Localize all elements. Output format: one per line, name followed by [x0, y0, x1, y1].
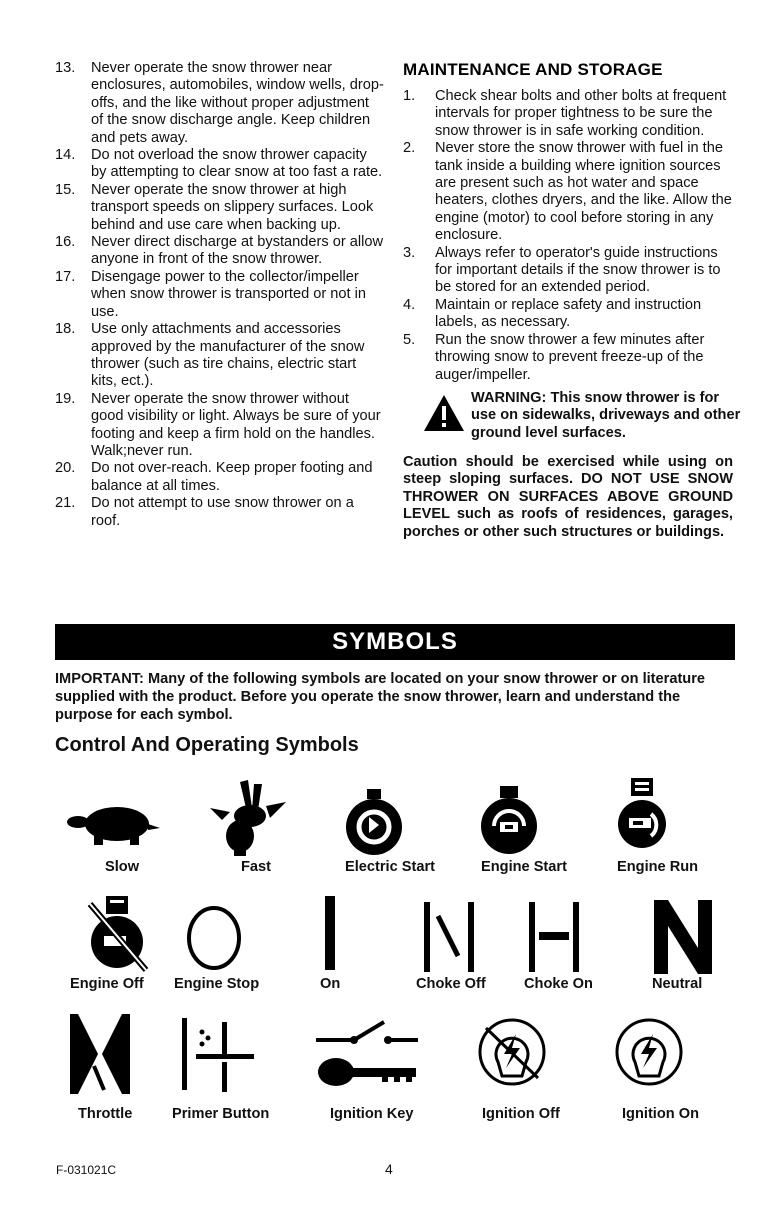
maintenance-item — [403, 332, 733, 384]
safety-item — [55, 147, 385, 182]
symbol-label-fast: Fast — [241, 859, 272, 875]
item-text: Never operate the snow thrower near enclosures, automobiles, window wells, drop-offs, and the like without proper adjustment of the snow discharge angle. Keep children and pets away. — [91, 60, 384, 146]
item-text: Never operate the snow thrower without good visibility or light. Always be sure of your footing and keep a firm hold on the handles. Walk;never run. — [91, 390, 381, 459]
on-icon — [323, 896, 337, 970]
symbol-label-choke-off: Choke Off — [416, 976, 486, 992]
item-text: Always refer to operator's guide instructions for important details if the snow thrower is to be stored for an extended period. — [435, 244, 721, 296]
throttle-icon — [70, 1014, 130, 1094]
electric-start-icon — [343, 789, 405, 857]
symbol-label-neutral: Neutral — [652, 976, 703, 992]
symbol-label-on: On — [320, 976, 341, 992]
item-text: Do not attempt to use snow thrower on a roof. — [91, 495, 354, 529]
item-number: 15. — [55, 181, 76, 198]
symbol-label-ignition-on: Ignition On — [622, 1106, 700, 1122]
item-number: 4. — [403, 296, 416, 313]
safety-item — [55, 234, 385, 269]
item-number: 21. — [55, 495, 76, 512]
document-code: F-031021C — [56, 1163, 117, 1177]
warning-box — [403, 389, 741, 450]
ignition-on-icon — [613, 1016, 685, 1088]
item-number: 20. — [55, 460, 76, 477]
engine-run-icon — [617, 778, 667, 852]
symbol-label-engine-run: Engine Run — [617, 859, 699, 875]
rabbit-icon — [200, 778, 290, 858]
engine-off-icon — [84, 896, 152, 974]
item-text: Never direct discharge at bystanders or allow anyone in front of the snow thrower. — [91, 234, 384, 268]
control-symbols-heading: Control And Operating Symbols — [55, 734, 359, 756]
symbol-label-electric-start: Electric Start — [345, 859, 436, 875]
choke-on-icon — [529, 902, 579, 972]
page-number: 4 — [385, 1161, 393, 1177]
maintenance-column — [403, 60, 741, 541]
item-number: 1. — [403, 88, 416, 104]
item-number: 19. — [55, 390, 76, 407]
item-number: 17. — [55, 268, 76, 285]
item-number: 18. — [55, 321, 76, 338]
maintenance-item — [403, 297, 733, 332]
warning-text: WARNING: This snow thrower is for use on sidewalks, driveways and other ground level surfaces. — [471, 389, 741, 441]
symbol-label-throttle: Throttle — [78, 1106, 133, 1122]
item-number: 2. — [403, 140, 416, 157]
symbol-label-slow: Slow — [105, 859, 140, 875]
symbol-label-engine-start: Engine Start — [481, 859, 567, 875]
primer-button-icon — [178, 1014, 258, 1094]
warning-triangle-icon — [423, 394, 465, 432]
symbol-label-primer-button: Primer Button — [172, 1106, 270, 1122]
caution-text: Caution should be exercised while using on steep sloping surfaces. DO NOT USE SNOW THROWER ON SURFACES ABOVE GROUND LEVEL such as roofs of residences, garages, porches or other such structures or buildings. — [403, 453, 733, 540]
item-text: Disengage power to the collector/impeller when snow thrower is transported or not in use. — [91, 268, 366, 320]
item-text: Do not overload the snow thrower capacity by attempting to clear snow at too fast a rate. — [91, 147, 383, 181]
engine-start-icon — [478, 786, 540, 856]
item-text: Use only attachments and accessories approved by the manufacturer of the snow thrower (such as tire chains, electric start kits, ect.). — [91, 321, 365, 390]
item-text: Maintain or replace safety and instruction labels, as necessary. — [435, 296, 702, 331]
ignition-key-icon — [312, 1018, 422, 1092]
item-number: 3. — [403, 244, 416, 261]
maintenance-item — [403, 245, 733, 297]
choke-off-icon — [424, 902, 474, 972]
symbol-label-ignition-key: Ignition Key — [330, 1106, 414, 1122]
ignition-off-icon — [476, 1016, 548, 1088]
item-text: Check shear bolts and other bolts at frequent intervals for proper tightness to be sure the snow thrower is in safe working condition. — [435, 88, 727, 139]
safety-item — [55, 60, 385, 147]
item-number: 13. — [55, 60, 76, 76]
safety-item — [55, 269, 385, 321]
symbol-label-choke-on: Choke On — [524, 976, 593, 992]
item-number: 16. — [55, 234, 76, 251]
turtle-icon — [62, 800, 162, 850]
engine-stop-icon — [184, 904, 244, 972]
maintenance-heading: MAINTENANCE AND STORAGE — [403, 60, 663, 79]
important-note: IMPORTANT: Many of the following symbols are located on your snow thrower or on literature supplied with the product. Before you operate the snow thrower, learn and understand the purpose for each symbol. — [55, 671, 706, 723]
safety-item — [55, 321, 385, 391]
item-text: Never operate the snow thrower at high transport speeds on slippery surfaces. Look behind and use care when backing up. — [91, 181, 374, 233]
item-text: Do not over-reach. Keep proper footing and balance at all times. — [91, 460, 373, 494]
symbol-label-engine-off: Engine Off — [70, 976, 144, 992]
maintenance-item — [403, 140, 733, 244]
item-number: 14. — [55, 147, 76, 164]
safety-item — [55, 182, 385, 234]
item-number: 5. — [403, 331, 416, 348]
safety-item — [55, 391, 385, 461]
symbols-banner — [55, 624, 735, 660]
symbol-label-engine-stop: Engine Stop — [174, 976, 260, 992]
item-text: Run the snow thrower a few minutes after throwing snow to prevent freeze-up of the auger/impeller. — [435, 331, 705, 383]
neutral-icon — [654, 900, 712, 974]
maintenance-item — [403, 88, 733, 140]
safety-item — [55, 460, 385, 495]
safety-item — [55, 495, 385, 530]
symbol-label-ignition-off: Ignition Off — [482, 1106, 560, 1122]
item-text: Never store the snow thrower with fuel in the tank inside a building where ignition sources are present such as hot water and space heaters, clothes dryers, and the like. Allow the engine (motor) to cool before storing in any enclosure. — [435, 140, 732, 244]
safety-rules-column — [55, 60, 385, 530]
symbols-banner-title: SYMBOLS — [332, 628, 458, 655]
